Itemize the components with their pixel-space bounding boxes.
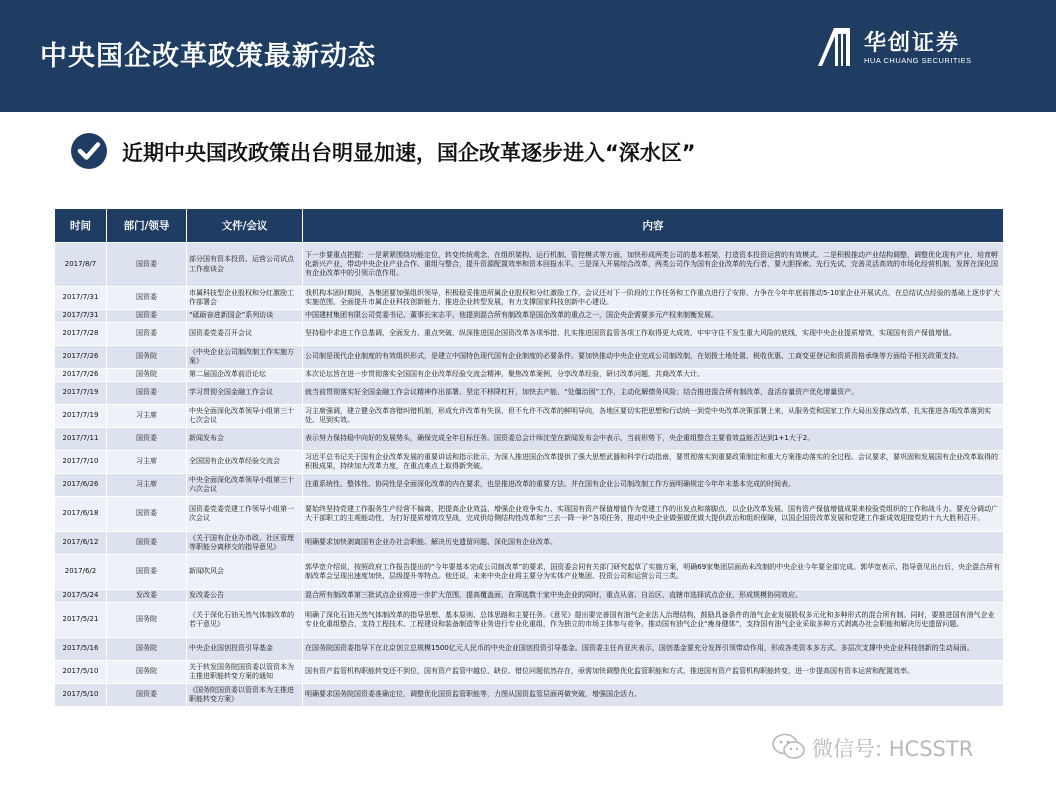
cell-department: 国务院	[107, 638, 187, 661]
cell-document: 新闻吹风会	[187, 555, 303, 590]
cell-date: 2017/7/19	[55, 382, 107, 405]
cell-date: 2017/7/19	[55, 405, 107, 428]
cell-department: 国资委	[107, 287, 187, 310]
cell-date: 2017/5/10	[55, 684, 107, 707]
table-row	[55, 555, 1004, 590]
table-row	[55, 323, 1004, 346]
header-bar	[0, 0, 1056, 112]
policy-table	[54, 208, 1004, 707]
cell-date: 2017/6/18	[55, 497, 107, 532]
cell-document: 市属科技型企业股权和分红激励工作部署会	[187, 287, 303, 310]
section-heading-text: 近期中央国改政策出台明显加速，国企改革逐步进入“深水区”	[122, 141, 696, 165]
cell-content: 国有资产监管机构职能转变还不到位，国有资产监管中越位、缺位、错位问题依然存在，亟需加快调整优化监管职能和方式，推进国有资产监管机构职能转变，进一步提高国有资本运营和配置效率。	[303, 661, 1004, 684]
cell-document: 第二届国企改革前沿论坛	[187, 369, 303, 382]
header-date: 时间	[55, 209, 107, 243]
logo-mark-icon	[814, 24, 856, 70]
cell-document: 中央全面深化改革领导小组第三十六次会议	[187, 474, 303, 497]
cell-department: 国务院	[107, 369, 187, 382]
table-row	[55, 287, 1004, 310]
cell-content: 下一步要重点把握：一是紧紧围绕功能定位，转变传统观念，在组织架构、运行机制、管控模式等方面，加快形成两类公司的基本框架，打造资本投资运营的有效模式。二是积极推动产业结构调整，调整优化现有产业，培育孵化新兴产业，带动中央企业产业合作、重组与整合，提升资源配置效率和资本回报水平。三是深入开展综合改革，两类公司作为国有企业改革的先行者，要大胆探索、先行先试，完善灵活高效的市场化经营机制，发挥在深化国有企业改革中的引领示范作用。	[303, 243, 1004, 287]
policy-table-wrapper	[54, 208, 1003, 707]
table-row	[55, 590, 1004, 603]
cell-document: “砥砺奋进新国企”系列访谈	[187, 310, 303, 323]
header-content: 内容	[303, 209, 1004, 243]
cell-date: 2017/7/31	[55, 287, 107, 310]
table-row	[55, 346, 1004, 369]
table-row	[55, 382, 1004, 405]
cell-content: 明确要求国务院国资委准确定位，调整优化国资监管职能等，力图从国资监管层面再做突破，增强国企活力。	[303, 684, 1004, 707]
cell-department: 国务院	[107, 603, 187, 638]
cell-date: 2017/5/10	[55, 661, 107, 684]
cell-date: 2017/7/26	[55, 369, 107, 382]
cell-date: 2017/7/26	[55, 346, 107, 369]
table-row	[55, 497, 1004, 532]
cell-department: 习主席	[107, 405, 187, 428]
cell-date: 2017/8/7	[55, 243, 107, 287]
section-heading	[70, 130, 970, 174]
company-logo	[814, 24, 1004, 70]
check-circle-icon	[70, 132, 108, 170]
cell-date: 2017/6/26	[55, 474, 107, 497]
cell-document: 《关于国有企业办市政、社区管理等职能分离移交的指导意见》	[187, 532, 303, 555]
wechat-icon	[772, 733, 806, 761]
cell-content: 习主席强调，建立健全改革容错纠错机制，形成允许改革有失误、但不允许不改革的鲜明导向，各地区要切实把思想和行动统一到党中央改革决策部署上来，从服务党和国家工作大局出发推动改革，扎实推进各项改革落到实处、见到实效。	[303, 405, 1004, 428]
cell-document: 新闻发布会	[187, 428, 303, 451]
cell-content: 表示努力保持稳中向好的发展势头，确保完成全年目标任务。国资委总会计师沈莹在新闻发布会中表示，当前形势下，央企重组整合主要看效益能否达到1+1大于2。	[303, 428, 1004, 451]
cell-department: 国资委	[107, 310, 187, 323]
cell-date: 2017/7/11	[55, 428, 107, 451]
cell-department: 国资委	[107, 532, 187, 555]
cell-department: 国资委	[107, 555, 187, 590]
table-row	[55, 638, 1004, 661]
header-department: 部门/领导	[107, 209, 187, 243]
cell-date: 2017/7/28	[55, 323, 107, 346]
header-document: 文件/会议	[187, 209, 303, 243]
cell-content: 本次论坛旨在进一步贯彻落实全国国有企业改革经验交流会精神，聚焦改革案例，分享改革经验，研讨改革问题，共商改革大计。	[303, 369, 1004, 382]
cell-department: 习主席	[107, 451, 187, 474]
cell-department: 习主席	[107, 474, 187, 497]
table-row	[55, 310, 1004, 323]
table-row	[55, 474, 1004, 497]
cell-date: 2017/7/10	[55, 451, 107, 474]
cell-date: 2017/6/2	[55, 555, 107, 590]
table-row	[55, 661, 1004, 684]
cell-content: 习近平总书记关于国有企业改革发展的重要讲话和指示批示，为深入推进国企改革提供了强大思想武器和科学行动指南，要贯彻落实到重要政策制定和重大方案推动落实的全过程。会议要求，要巩固和发展国有企业改革取得的积极成果，持续加大改革力度，在重点难点上取得新突破。	[303, 451, 1004, 474]
table-row	[55, 405, 1004, 428]
cell-content: 明确要求加快剥离国有企业办社会职能、解决历史遗留问题、深化国有企业改革。	[303, 532, 1004, 555]
cell-document: 国资委党委召开会议	[187, 323, 303, 346]
logo-english-name: HUA CHUANG SECURITIES	[864, 56, 972, 65]
table-row	[55, 451, 1004, 474]
cell-document: 学习贯彻全国金融工作会议	[187, 382, 303, 405]
cell-content: 混合所有制改革第三批试点企业将进一步扩大范围，提高覆盖面，在筛选数十家中央企业的同时，重点从省、自治区、直辖市选择试点企业，形成规模协同效应。	[303, 590, 1004, 603]
cell-date: 2017/7/31	[55, 310, 107, 323]
cell-document: 中央企业国创投资引导基金	[187, 638, 303, 661]
table-row	[55, 369, 1004, 382]
table-header-row	[55, 209, 1004, 243]
cell-document: 关于转发国务院国资委以管资本为主推进职能转变方案的通知	[187, 661, 303, 684]
cell-document: 《国务院国资委以管资本为主推进职能转变方案》	[187, 684, 303, 707]
page-title: 中央国企改革政策最新动态	[40, 41, 376, 72]
wechat-watermark	[772, 732, 1032, 762]
cell-document: 国资委党委党建工作领导小组第一次会议	[187, 497, 303, 532]
cell-content: 坚持稳中求进工作总基调，全面发力、重点突破、纵深推进国企国资改革各项举措，扎实推进国资监管各项工作取得更大成效，牢牢守住不发生重大风险的底线，实现中央企业提质增效，实现国有资产保值增值。	[303, 323, 1004, 346]
logo-chinese-name: 华创证券	[864, 31, 961, 56]
cell-document: 发改委公告	[187, 590, 303, 603]
cell-date: 2017/5/21	[55, 603, 107, 638]
table-body	[55, 243, 1004, 707]
watermark-text: 微信号: HCSSTR	[812, 737, 974, 761]
cell-document: 《中央企业公司制改制工作实施方案》	[187, 346, 303, 369]
cell-department: 国资委	[107, 497, 187, 532]
cell-document: 部分国有资本投资、运营公司试点工作座谈会	[187, 243, 303, 287]
table-row	[55, 243, 1004, 287]
cell-content: 公司制是现代企业制度的有效组织形式，是建立中国特色现代国有企业制度的必要条件。要加快推动中央企业完成公司制改制，在划拨土地处置、税收优惠、工商变更登记和资质资格承继等方面给予相关政策支持。	[303, 346, 1004, 369]
cell-date: 2017/5/16	[55, 638, 107, 661]
cell-content: 我机构本固时期间，各集团要加强组织领导，积极稳妥推进所属企业股权和分红激励工作，会议还对下一阶段的工作任务和工作重点进行了安排，力争在今年年底前推动5-10家企业开展试点，在总结试点经验的基础上逐步扩大实施范围，全面提升市属企业科技创新能力，推进企业转型发展，有力支撑国家科技创新中心建设。	[303, 287, 1004, 310]
cell-department: 国资委	[107, 428, 187, 451]
cell-document: 全国国有企业改革经验交流会	[187, 451, 303, 474]
cell-document: 《关于深化石油天然气体制改革的若干意见》	[187, 603, 303, 638]
cell-date: 2017/6/12	[55, 532, 107, 555]
cell-department: 国务院	[107, 346, 187, 369]
cell-department: 国资委	[107, 684, 187, 707]
cell-document: 中央全面深化改革领导小组第三十七次会议	[187, 405, 303, 428]
cell-content: 明确了深化石油天然气体制改革的指导思想、基本原则、总体思路和主要任务。《意见》提出要完善国有油气企业法人治理结构，鼓励具备条件的油气企业发展股权多元化和多种形式的混合所有制。同时，要推进国有油气企业专业化重组整合，支持工程技术、工程建设和装备制造等业务进行专业化重组，作为独立的市场主体参与竞争。推动国有油气企业“瘦身健体”，支持国有油气企业采取多种方式剥离办社会职能和解决历史遗留问题。	[303, 603, 1004, 638]
cell-date: 2017/5/24	[55, 590, 107, 603]
table-row	[55, 532, 1004, 555]
cell-content: 要始终坚持党建工作服务生产经营不偏离，把提高企业效益、增强企业竞争实力、实现国有资产保值增值作为党建工作的出发点和落脚点，以企业改革发展、国有资产保值增值成果来检验党组织的工作和战斗力。要充分调动广大干部职工的主观能动性，为打好提质增效攻坚战，完成供给侧结构性改革和“三去一降一补”各项任务，推动中央企业做强做优做大提供政治和组织保障，以国企国资改革发展和党建工作新成效迎接党的十九大胜利召开。	[303, 497, 1004, 532]
cell-department: 国资委	[107, 243, 187, 287]
cell-content: 中国建材集团有限公司党委书记、董事长宋志平，他提到混合所有制改革是国企改革的重点之一，国企央企需要多元产权来制衡发展。	[303, 310, 1004, 323]
cell-content: 郭华宽介绍说，按照政府工作报告提出的“今年要基本完成公司制改革”的要求，国资委会同有关部门研究起草了实施方案，明确69家集团层面尚未改制的中央企业今年要全部完成。郭华宽表示，指导意见出台后，央企混合所有制改革会呈现出速度加快、层级提升等特点。他还说，未来中央企业将主要分为实体产业集团、投资公司和运营公司三类。	[303, 555, 1004, 590]
table-row	[55, 428, 1004, 451]
cell-content: 在国务院国资委指导下在北京创立总规模1500亿元人民币的中央企业国创投资引导基金。国资委主任肖亚庆表示，国创基金要充分发挥引领带动作用，形成各类资本多方式、多层次支撑中央企业科技创新的生动局面。	[303, 638, 1004, 661]
table-row	[55, 684, 1004, 707]
cell-department: 国资委	[107, 323, 187, 346]
table-row	[55, 603, 1004, 638]
cell-content: 就当前贯彻落实好全国金融工作会议精神作出部署。坚定不移降杠杆，加快去产能、“处僵治困”工作，主动化解债务风险；结合推进混合所有制改革，盘活存量资产优化增量资产。	[303, 382, 1004, 405]
cell-department: 发改委	[107, 590, 187, 603]
cell-department: 国资委	[107, 382, 187, 405]
cell-content: 注重系统性、整体性、协同性是全面深化改革的内在要求，也是推进改革的重要方法。并在国有企业公司制改制工作方面明确规定今年年末基本完成的时间表。	[303, 474, 1004, 497]
cell-department: 国务院	[107, 661, 187, 684]
